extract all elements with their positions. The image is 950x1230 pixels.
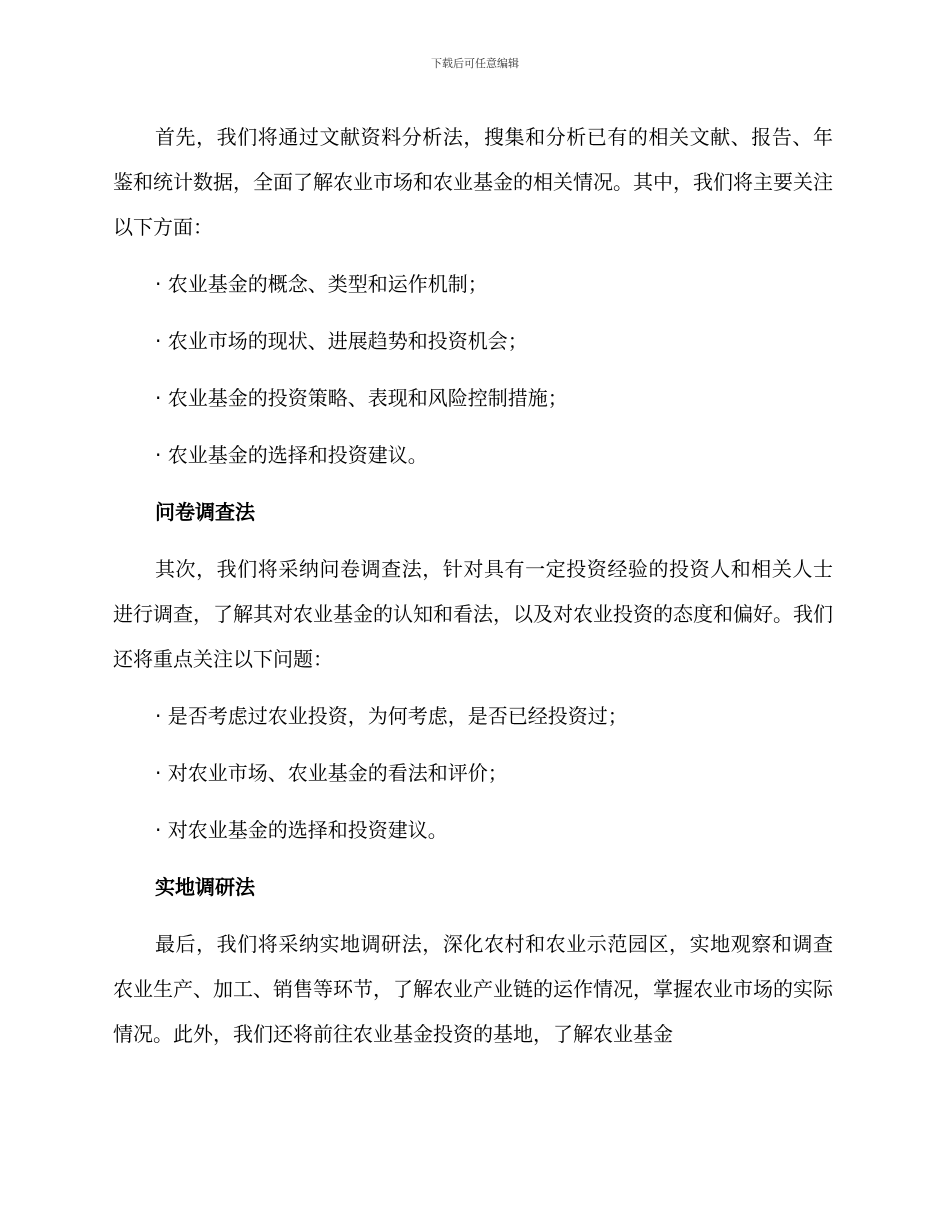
intro-paragraph: 首先，我们将通过文献资料分析法，搜集和分析已有的相关文献、报告、年鉴和统计数据，全面了解农业市场和农业基金的相关情况。其中，我们将主要关注以下方面： (113, 125, 833, 239)
bullet-item: · 对农业市场、农业基金的看法和评价； (155, 761, 508, 785)
questionnaire-paragraph: 其次，我们将采纳问卷调查法，针对具有一定投资经验的投资人和相关人士进行调查，了解其对农业基金的认知和看法，以及对农业投资的态度和偏好。我们还将重点关注以下问题： (113, 557, 833, 671)
section-heading-questionnaire: 问卷调查法 (155, 500, 255, 524)
bullet-item: · 农业市场的现状、进展趋势和投资机会； (155, 329, 528, 353)
bullet-item: · 对农业基金的选择和投资建议。 (155, 818, 448, 842)
document-body (113, 115, 833, 1069)
page-header: 下载后可任意编辑 (431, 57, 519, 70)
bullet-item: · 是否考虑过农业投资，为何考虑，是否已经投资过； (155, 704, 628, 728)
bullet-item: · 农业基金的概念、类型和运作机制； (155, 272, 488, 296)
field-research-paragraph: 最后，我们将采纳实地调研法，深化农村和农业示范园区，实地观察和调查农业生产、加工、销售等环节，了解农业产业链的运作情况，掌握农业市场的实际情况。此外，我们还将前往农业基金投资的基地，了解农业基金 (113, 932, 833, 1046)
bullet-item: · 农业基金的投资策略、表现和风险控制措施； (155, 386, 568, 410)
bullet-item: · 农业基金的选择和投资建议。 (155, 443, 428, 467)
section-heading-field-research: 实地调研法 (155, 875, 255, 899)
